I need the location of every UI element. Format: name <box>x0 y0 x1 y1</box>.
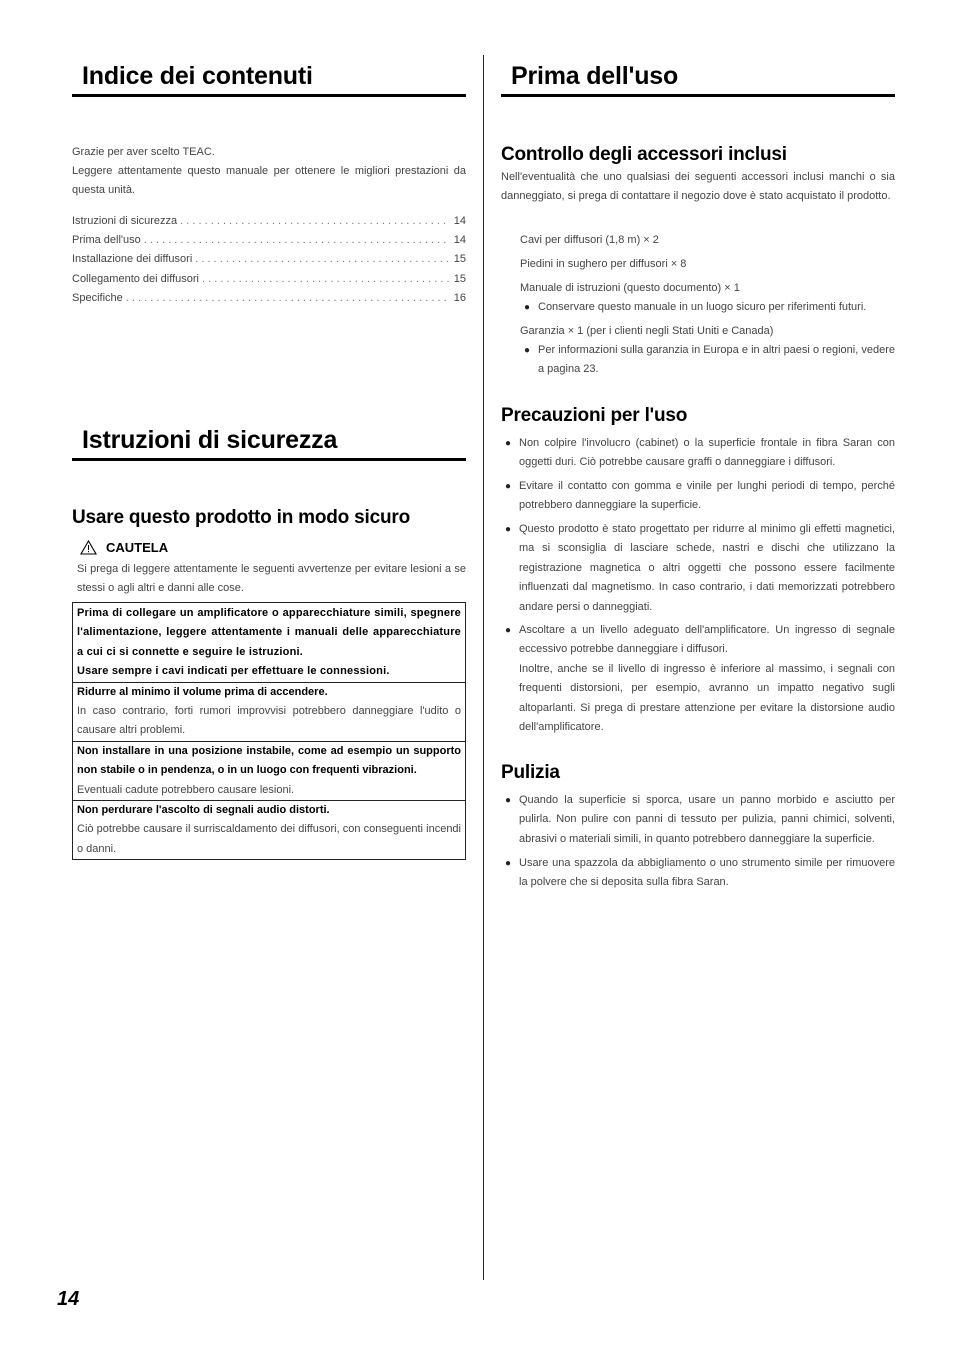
cleaning-item: ● Quando la superficie si sporca, usare un panno morbido e asciutto per pulirla. Non pulire con panni di tessuto per pulizia, panni chimici, solventi, abrasivi o materiali simili, in quanto potrebbero danneggiare la superficie. <box>501 791 895 849</box>
page-number: 14 <box>57 1288 80 1310</box>
precaution-extra: Inoltre, anche se il livello di ingresso è inferiore al massimo, i segnali con frequenti distorsioni, per esempio, avranno un impatto negativo sugli altoparlanti. Si prega di prestare attenzione per evitare la distorsione audio dell'amplificatore. <box>519 662 895 734</box>
warning-text: Ciò potrebbe causare il surriscaldamento dei diffusori, con conseguenti incendi o danni. <box>77 823 461 855</box>
column-divider <box>483 55 484 1280</box>
precautions-heading: Precauzioni per l'uso <box>501 405 688 426</box>
warning-bold: Prima di collegare un amplificatore o apparecchiature simili, spegnere l'alimentazione, leggere attentamente i manuali delle apparecchiature a cui ci si connette e seguire le istruzioni. <box>77 607 461 658</box>
accessory-item: Manuale di istruzioni (questo documento) × 1 <box>520 282 740 294</box>
intro-text <box>72 143 466 201</box>
accessory-note: ● Conservare questo manuale in un luogo sicuro per riferimenti futuri. <box>520 298 895 317</box>
toc-entry[interactable]: Istruzioni di sicurezza . . . 14 <box>72 215 466 234</box>
warnings-box <box>72 602 466 860</box>
toc-entry[interactable]: Collegamento dei diffusori . . . 15 <box>72 273 466 292</box>
warning-triangle-icon <box>80 540 97 555</box>
toc-heading: Indice dei contenuti <box>72 55 466 97</box>
precaution-item: ● Evitare il contatto con gomma e vinile per lunghi periodi di tempo, perché potrebbero danneggiare la superficie. <box>501 477 895 516</box>
intro-line-2: Leggere attentamente questo manuale per ottenere le migliori prestazioni da questa unità. <box>72 165 466 197</box>
bullet-icon: ● <box>505 858 512 869</box>
precaution-item: ● Non colpire l'involucro (cabinet) o la superficie frontale in fibra Saran con oggetti duri. Ciò potrebbe causare graffi o danneggiare i diffusori. <box>501 434 895 473</box>
toc-entry[interactable]: Specifiche . . . 16 <box>72 292 466 311</box>
cleaning-item: ● Usare una spazzola da abbigliamento o uno strumento simile per rimuovere la polvere che si deposita sulla fibra Saran. <box>501 854 895 893</box>
accessory-note: ● Per informazioni sulla garanzia in Europa e in altri paesi o regioni, vedere a pagina 23. <box>520 341 895 380</box>
accessories-intro: Nell'eventualità che uno qualsiasi dei seguenti accessori inclusi manchi o sia danneggiato, si prega di contattare il negozio dove è stato acquistato il prodotto. <box>501 171 895 203</box>
warning-cell <box>73 741 465 800</box>
warning-text: In caso contrario, forti rumori improvvisi potrebbero danneggiare l'udito o causare altri problemi. <box>77 705 461 737</box>
precaution-item: ● Questo prodotto è stato progettato per ridurre al minimo gli effetti magnetici, ma si sconsiglia di lasciare schede, nastri e dischi che utilizzano la registrazione magnetica o altri oggetti che possono essere facilmente influenzati dal magnetismo. In caso contrario, i dati memorizzati potrebbero andare persi o danneggiati. <box>501 520 895 617</box>
toc-list <box>72 215 466 311</box>
bullet-icon: ● <box>505 795 512 806</box>
warning-bold: Usare sempre i cavi indicati per effettuare le connessioni. <box>77 665 390 678</box>
accessories-heading: Controllo degli accessori inclusi <box>501 144 787 165</box>
bullet-icon: ● <box>505 438 512 449</box>
intro-line-1: Grazie per aver scelto TEAC. <box>72 146 215 158</box>
accessory-item: Piedini in sughero per diffusori × 8 <box>520 258 687 270</box>
caution-text: Si prega di leggere attentamente le seguenti avvertenze per evitare lesioni a se stessi o agli altri e danni alle cose. <box>77 563 466 595</box>
bullet-icon: ● <box>524 345 531 356</box>
safety-heading: Istruzioni di sicurezza <box>72 419 466 461</box>
toc-entry[interactable]: Installazione dei diffusori . . . 15 <box>72 253 466 272</box>
accessory-item: Garanzia × 1 (per i clienti negli Stati Uniti e Canada) <box>520 325 774 337</box>
warning-bold: Non perdurare l'ascolto di segnali audio distorti. <box>77 804 330 817</box>
caution-title: CAUTELA <box>106 540 169 555</box>
before-use-heading: Prima dell'uso <box>501 55 895 97</box>
bullet-icon: ● <box>505 524 512 535</box>
warning-cell <box>73 603 465 682</box>
safe-use-heading: Usare questo prodotto in modo sicuro <box>72 507 410 528</box>
toc-entry[interactable]: Prima dell'uso . . . 14 <box>72 234 466 253</box>
accessory-item: Cavi per diffusori (1,8 m) × 2 <box>520 234 659 246</box>
bullet-icon: ● <box>505 481 512 492</box>
warning-bold: Non installare in una posizione instabile, come ad esempio un supporto non stabile o in pendenza, o in un luogo con frequenti vibrazioni. <box>77 744 461 777</box>
cleaning-heading: Pulizia <box>501 762 560 783</box>
warning-cell <box>73 682 465 741</box>
bullet-icon: ● <box>524 302 531 313</box>
caution-label <box>80 540 168 555</box>
bullet-icon: ● <box>505 625 512 636</box>
precaution-item: ● Ascoltare a un livello adeguato dell'amplificatore. Un ingresso di segnale eccessivo potrebbe danneggiare i diffusori. Inoltre, anche se il livello di ingresso è inferiore al massimo, i segnali con frequenti distorsioni, per esempio, avranno un impatto negativo sugli altoparlanti. Si prega di prestare attenzione per evitare la distorsione audio dell'amplificatore. <box>501 621 895 737</box>
warning-bold: Ridurre al minimo il volume prima di accendere. <box>77 685 328 698</box>
warning-cell <box>73 800 465 859</box>
warning-text: Eventuali cadute potrebbero causare lesioni. <box>77 783 295 796</box>
